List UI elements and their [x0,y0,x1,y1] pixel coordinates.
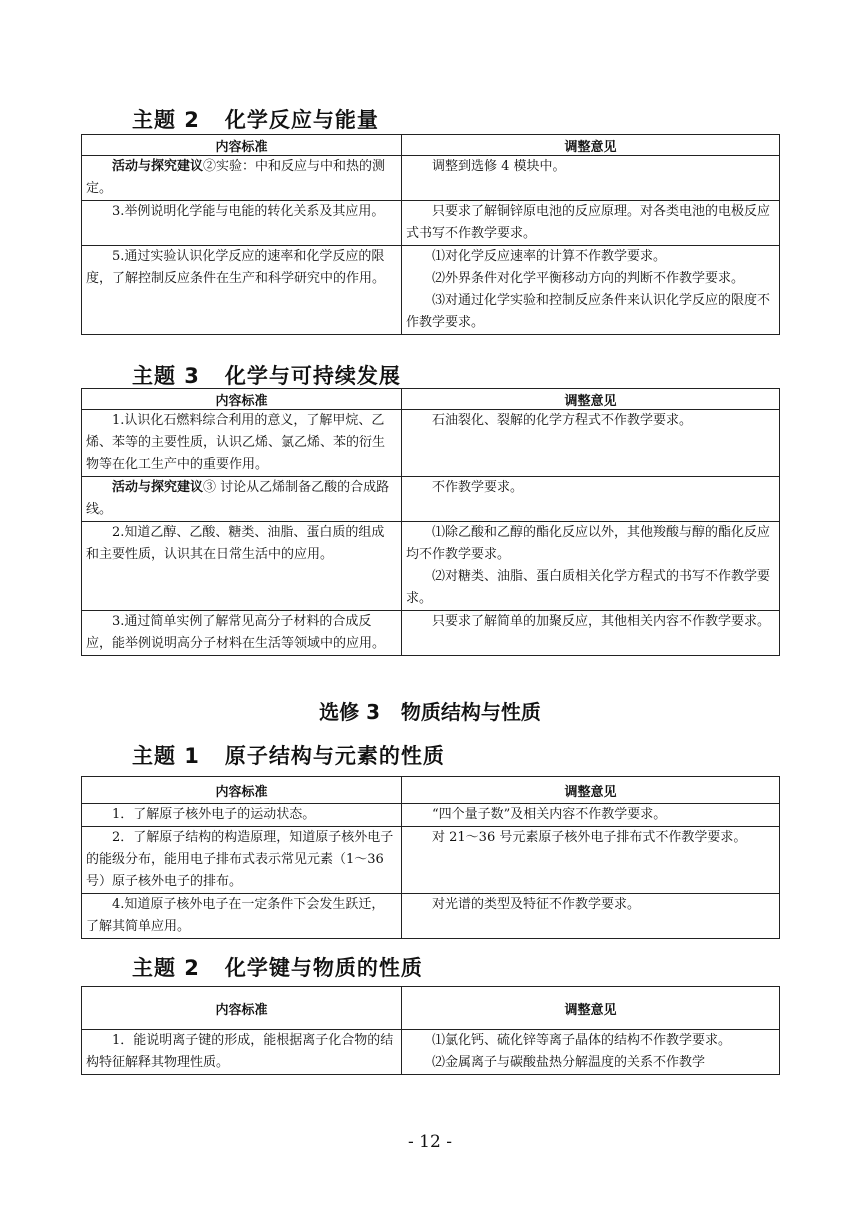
table-row [82,611,780,656]
adjustment-text: ⑶对通过化学实验和控制反应条件来认识化学反应的限度不作教学要求。 [406,293,771,330]
adjustment-text: 只要求了解铜锌原电池的反应原理。对各类电池的电极反应式书写不作教学要求。 [406,204,771,241]
adjustment-text: ⑵金属离子与碳酸盐热分解温度的关系不作教学 [432,1055,706,1070]
adjustment-text: ⑴氯化钙、硫化锌等离子晶体的结构不作教学要求。 [432,1033,732,1048]
content-standard-text: 1．了解原子核外电子的运动状态。 [112,807,316,822]
content-standard-text: 5.通过实验认识化学反应的速率和化学反应的限度，了解控制反应条件在生产和科学研究中的作用。 [86,249,386,286]
adjustment-text: 对光谱的类型及特征不作教学要求。 [432,897,641,912]
adjustment-text: ⑴除乙酸和乙醇的酯化反应以外，其他羧酸与醇的酯化反应均不作教学要求。 [406,525,771,562]
table-row [82,410,780,477]
table-row [82,246,780,335]
content-standard-text: ③ 讨论从乙烯制备乙酸的合成路线。 [86,480,390,517]
activity-label: 活动与探究建议 [112,480,204,495]
content-standard-text: 1.认识化石燃料综合利用的意义，了解甲烷、乙烯、苯等的主要性质，认识乙烯、氯乙烯、苯的衍生物等在化工生产中的重要作用。 [86,413,386,472]
header-content-standard: 内容标准 [82,135,402,156]
table-header-row [82,777,780,804]
table-row [82,827,780,894]
topic-title: 主题 2 化学键与物质的性质 [132,956,423,980]
header-content-standard: 内容标准 [82,987,402,1030]
adjustment-text: ⑵外界条件对化学平衡移动方向的判断不作教学要求。 [432,271,745,286]
table-header-row [82,389,780,410]
topic-title: 主题 3 化学与可持续发展 [132,364,401,388]
header-content-standard: 内容标准 [82,389,402,410]
adjustment-text: ⑵对糖类、油脂、蛋白质相关化学方程式的书写不作教学要求。 [406,569,771,606]
table-row [82,156,780,201]
table-header-row [82,987,780,1030]
header-adjustment: 调整意见 [402,777,780,804]
content-standard-text: 1．能说明离子键的形成，能根据离子化合物的结构特征解释其物理性质。 [86,1033,394,1070]
table-header-row [82,135,780,156]
header-content-standard: 内容标准 [82,777,402,804]
table-row [82,477,780,522]
adjustment-table [81,134,780,335]
content-standard-text: 2．了解原子结构的构造原理，知道原子核外电子的能级分布，能用电子排布式表示常见元素（1～36 号）原子核外电子的排布。 [86,830,394,889]
header-adjustment: 调整意见 [402,389,780,410]
header-adjustment: 调整意见 [402,987,780,1030]
activity-label: 活动与探究建议 [112,159,204,174]
adjustment-text: 调整到选修 4 模块中。 [432,159,566,174]
content-standard-text: 3.举例说明化学能与电能的转化关系及其应用。 [112,204,385,219]
adjustment-table [81,776,780,939]
adjustment-text: 石油裂化、裂解的化学方程式不作教学要求。 [432,413,693,428]
content-standard-text: ②实验：中和反应与中和热的测定。 [86,159,386,196]
table-row [82,804,780,827]
table-row [82,1030,780,1075]
adjustment-text: ⑴对化学反应速率的计算不作教学要求。 [432,249,667,264]
page-number: - 12 - [408,1132,452,1152]
topic-title: 主题 1 原子结构与元素的性质 [132,744,445,768]
adjustment-table [81,388,780,656]
adjustment-text: “四个量子数”及相关内容不作教学要求。 [432,807,667,822]
content-standard-text: 2.知道乙醇、乙酸、糖类、油脂、蛋白质的组成和主要性质，认识其在日常生活中的应用。 [86,525,385,562]
module-title: 选修 3 物质结构与性质 [319,700,541,724]
content-standard-text: 3.通过简单实例了解常见高分子材料的合成反应，能举例说明高分子材料在生活等领域中的应用。 [86,614,386,651]
table-row [82,201,780,246]
adjustment-table [81,986,780,1075]
content-standard-text: 4.知道原子核外电子在一定条件下会发生跃迁，了解其简单应用。 [86,897,385,934]
adjustment-text: 只要求了解简单的加聚反应，其他相关内容不作教学要求。 [432,614,771,629]
adjustment-text: 不作教学要求。 [432,480,524,495]
adjustment-text: 对 21～36 号元素原子核外电子排布式不作教学要求。 [432,830,747,845]
header-adjustment: 调整意见 [402,135,780,156]
table-row [82,894,780,939]
topic-title: 主题 2 化学反应与能量 [132,108,379,132]
table-row [82,522,780,611]
